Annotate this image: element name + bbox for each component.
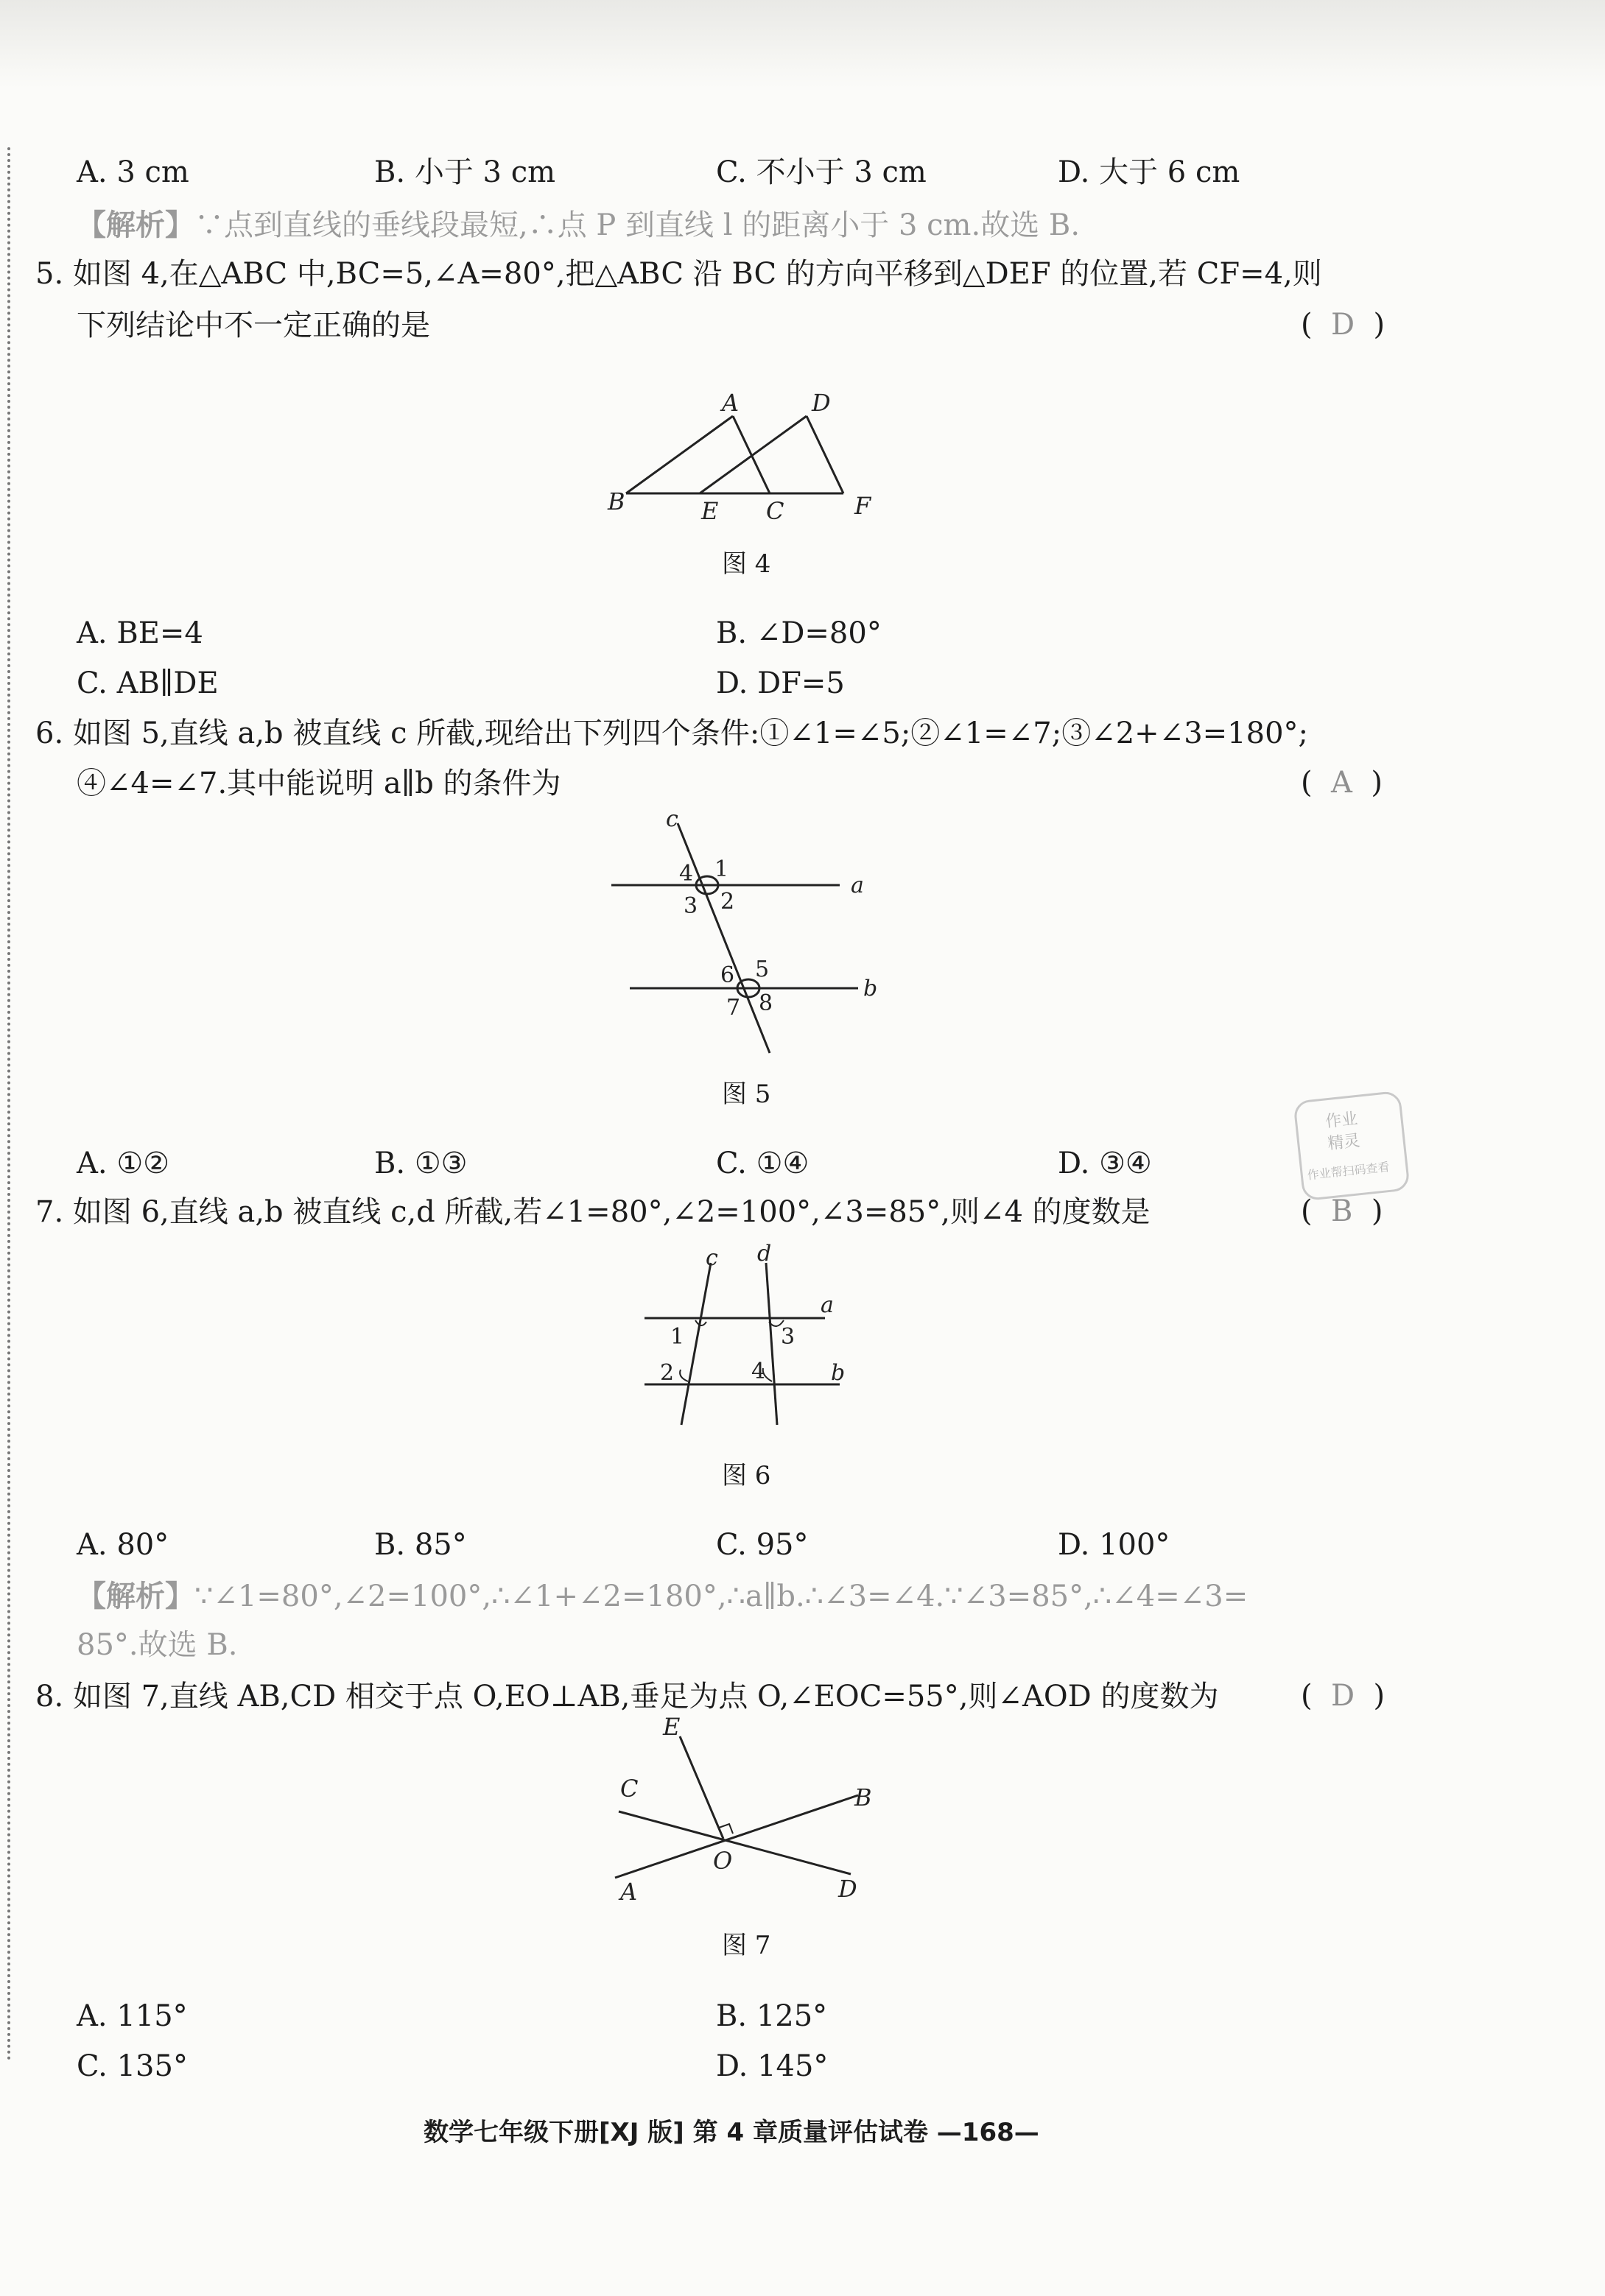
q5-option-a: A. BE=4 bbox=[77, 616, 203, 650]
q5-option-c: C. AB∥DE bbox=[77, 666, 219, 700]
homework-app-stamp bbox=[1293, 1091, 1410, 1202]
q7-option-c: C. 95° bbox=[716, 1528, 809, 1562]
q8-answer-bracket: ( D ) bbox=[1301, 1679, 1386, 1713]
label-a: a bbox=[851, 873, 864, 898]
q4-explanation-text: ∵点到直线的垂线段最短,∴点 P 到直线 l 的距离小于 3 cm.故选 B. bbox=[194, 208, 1081, 242]
q4-option-d: D. 大于 6 cm bbox=[1058, 155, 1240, 189]
angle-5: 5 bbox=[755, 957, 770, 982]
angle-8: 8 bbox=[759, 990, 773, 1016]
q5-option-b: B. ∠D=80° bbox=[716, 616, 882, 650]
angle-2-arc bbox=[680, 1370, 688, 1381]
angle-2: 2 bbox=[720, 889, 735, 915]
q6-option-d: D. ③④ bbox=[1058, 1147, 1152, 1180]
angle-7: 7 bbox=[726, 995, 741, 1021]
q6-option-a: A. ①② bbox=[77, 1147, 170, 1180]
q5-stem-line1: 5. 如图 4,在△ABC 中,BC=5,∠A=80°,把△ABC 沿 BC 的方向平移到△DEF 的位置,若 CF=4,则 bbox=[35, 257, 1322, 291]
stamp-line2: 精灵 bbox=[1327, 1131, 1361, 1154]
label-b: B bbox=[854, 1783, 872, 1811]
q7-option-b: B. 85° bbox=[374, 1528, 467, 1562]
angle-3: 3 bbox=[781, 1324, 796, 1350]
q8-stem-line1: 8. 如图 7,直线 AB,CD 相交于点 O,EO⊥AB,垂足为点 O,∠EOC=55°,则∠AOD 的度数为 bbox=[35, 1680, 1219, 1714]
stamp-line3: 作业帮扫码查看 bbox=[1306, 1159, 1391, 1183]
q4-option-a: A. 3 cm bbox=[77, 155, 189, 189]
label-b: B bbox=[608, 487, 625, 515]
q7-figure-caption: 图 6 bbox=[722, 1461, 771, 1490]
segment-df bbox=[807, 416, 843, 493]
q6-option-b: B. ①③ bbox=[374, 1147, 468, 1180]
label-b: b bbox=[831, 1360, 846, 1386]
label-f: F bbox=[854, 492, 871, 520]
q8-answer: D bbox=[1331, 1679, 1355, 1713]
label-a: A bbox=[620, 1878, 638, 1906]
label-c: C bbox=[620, 1775, 639, 1803]
label-d: d bbox=[757, 1241, 772, 1267]
label-d: D bbox=[838, 1875, 857, 1903]
angle-1: 1 bbox=[670, 1324, 685, 1350]
q7-answer: B bbox=[1331, 1194, 1353, 1228]
q7-explanation bbox=[77, 1579, 1248, 1614]
q8-figure-7 bbox=[604, 1713, 899, 1907]
angle-1: 1 bbox=[714, 856, 729, 882]
angle-3: 3 bbox=[684, 893, 698, 919]
q6-stem-line1: 6. 如图 5,直线 a,b 被直线 c 所截,现给出下列四个条件:①∠1=∠5;②∠1=∠7;③∠2+∠3=180°; bbox=[35, 716, 1309, 750]
q7-answer-bracket: ( B ) bbox=[1301, 1194, 1383, 1228]
q7-option-d: D. 100° bbox=[1058, 1528, 1170, 1562]
q6-answer: A bbox=[1331, 766, 1352, 800]
ray-oe bbox=[680, 1736, 723, 1839]
line-d bbox=[766, 1263, 777, 1425]
q8-option-a: A. 115° bbox=[77, 1999, 188, 2033]
q8-option-d: D. 145° bbox=[716, 2049, 829, 2083]
q7-explanation-line2: 85°.故选 B. bbox=[77, 1628, 238, 1662]
label-d: D bbox=[812, 389, 831, 417]
label-e: E bbox=[663, 1713, 681, 1741]
label-o: O bbox=[713, 1847, 733, 1875]
angle-6: 6 bbox=[720, 962, 735, 988]
q5-stem-line2: 下列结论中不一定正确的是 bbox=[77, 309, 430, 342]
label-e: E bbox=[701, 497, 719, 525]
label-a: A bbox=[722, 389, 740, 417]
page-footer: 数学七年级下册[XJ 版] 第 4 章质量评估试卷 —168— bbox=[424, 2118, 1039, 2147]
label-c: c bbox=[706, 1245, 718, 1271]
q5-figure-4 bbox=[604, 383, 899, 530]
q8-figure-caption: 图 7 bbox=[722, 1931, 771, 1960]
q4-explanation bbox=[77, 208, 1080, 243]
q5-figure-caption: 图 4 bbox=[722, 549, 771, 579]
q4-explanation-label: 【解析】 bbox=[77, 208, 194, 242]
q5-answer: D bbox=[1331, 308, 1355, 342]
q6-option-c: C. ①④ bbox=[716, 1147, 809, 1180]
q6-figure-5 bbox=[604, 806, 899, 1075]
q7-option-a: A. 80° bbox=[77, 1528, 169, 1562]
label-c: c bbox=[666, 806, 678, 832]
q4-option-b: B. 小于 3 cm bbox=[374, 155, 556, 189]
stamp-line1: 作业 bbox=[1324, 1110, 1359, 1132]
q8-option-c: C. 135° bbox=[77, 2049, 188, 2083]
q8-option-b: B. 125° bbox=[716, 1999, 828, 2033]
angle-4: 4 bbox=[751, 1359, 766, 1384]
line-c bbox=[681, 1263, 711, 1425]
label-a: a bbox=[821, 1292, 834, 1318]
q7-figure-6 bbox=[633, 1241, 869, 1436]
binding-margin-line bbox=[7, 147, 10, 2062]
q7-explanation-text: ∵∠1=80°,∠2=100°,∴∠1+∠2=180°,∴a∥b.∴∠3=∠4.∵∠3=85°,∴∠4=∠3= bbox=[194, 1580, 1248, 1613]
q6-answer-bracket: ( A ) bbox=[1301, 766, 1383, 800]
scan-top-band bbox=[0, 0, 1605, 88]
angle-2: 2 bbox=[660, 1360, 675, 1386]
q7-explanation-label: 【解析】 bbox=[77, 1580, 194, 1613]
q4-option-c: C. 不小于 3 cm bbox=[716, 155, 927, 189]
angle-4: 4 bbox=[679, 861, 694, 887]
q5-option-d: D. DF=5 bbox=[716, 666, 845, 700]
label-c: C bbox=[766, 497, 784, 525]
q6-stem-line2: ④∠4=∠7.其中能说明 a∥b 的条件为 bbox=[77, 767, 561, 800]
q6-figure-caption: 图 5 bbox=[722, 1080, 771, 1109]
label-b: b bbox=[863, 976, 878, 1001]
q7-stem-line1: 7. 如图 6,直线 a,b 被直线 c,d 所截,若∠1=80°,∠2=100°,∠3=85°,则∠4 的度数是 bbox=[35, 1195, 1151, 1229]
q5-answer-bracket: ( D ) bbox=[1301, 308, 1386, 342]
